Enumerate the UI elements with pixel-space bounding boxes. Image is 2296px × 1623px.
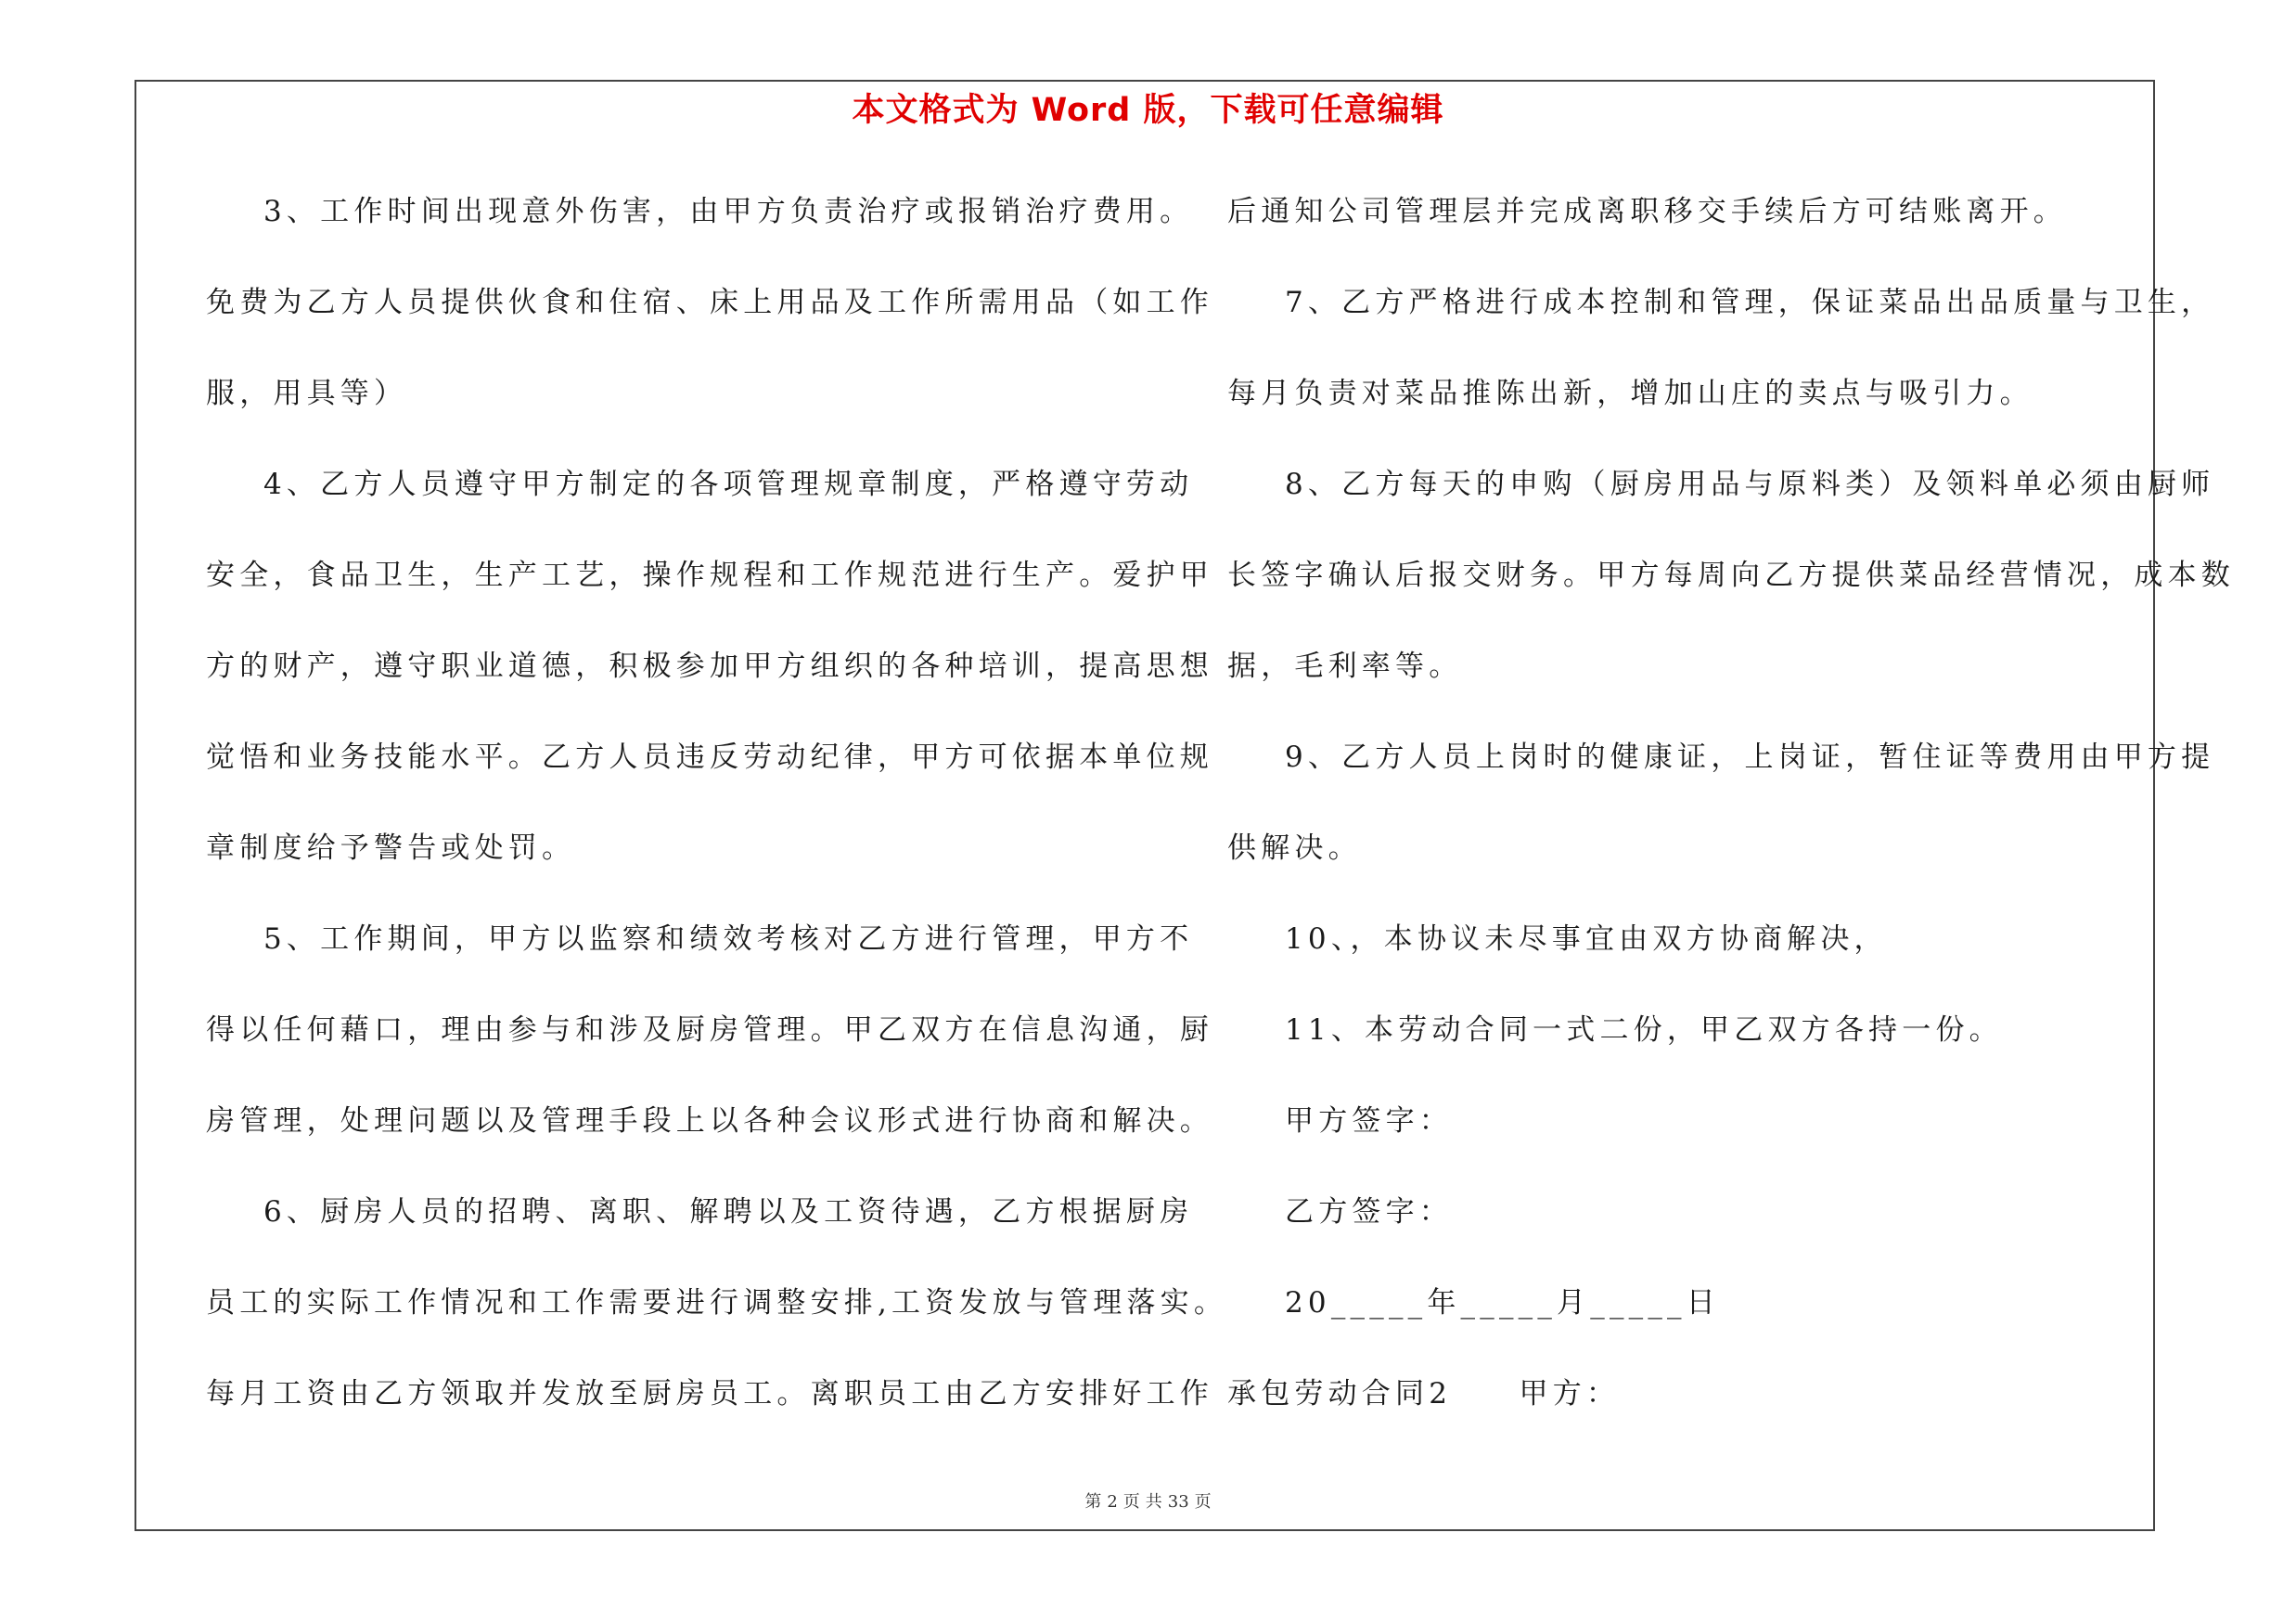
right-line-10: 11、本劳动合同一式二份，甲乙双方各持一份。 [1285,1013,2003,1047]
right-line-9: 10、，本协议未尽事宜由双方协商解决， [1285,922,1888,956]
right-line-11: 甲方签字： [1285,1104,1453,1138]
left-line-13: 员工的实际工作情况和工作需要进行调整安排,工资发放与管理落实。 [206,1286,1228,1320]
document-banner: 本文格式为 Word 版，下载可任意编辑 [852,92,1444,129]
left-line-12: 6、厨房人员的招聘、离职、解聘以及工资待遇，乙方根据厨房 [263,1195,1194,1229]
left-line-3: 服，用具等） [206,377,408,410]
right-line-6: 据，毛利率等。 [1227,650,1463,683]
right-line-3: 每月负责对菜品推陈出新，增加山庄的卖点与吸引力。 [1227,377,2033,410]
left-line-14: 每月工资由乙方领取并发放至厨房员工。离职员工由乙方安排好工作 [206,1377,1213,1410]
right-text-column [1227,184,2235,1457]
right-line-7: 9、乙方人员上岗时的健康证，上岗证，暂住证等费用由甲方提 [1285,741,2215,774]
footer-page-word: 页 [1122,1492,1140,1512]
right-line-5: 长签字确认后报交财务。甲方每周向乙方提供菜品经营情况，成本数 [1227,559,2235,592]
footer-current-page: 2 [1107,1492,1118,1512]
left-line-11: 房管理，处理问题以及管理手段上以各种会议形式进行协商和解决。 [206,1104,1213,1138]
left-text-column [206,184,1228,1457]
right-line-12: 乙方签字： [1285,1195,1453,1229]
left-line-8: 章制度给予警告或处罚。 [206,831,576,865]
footer-total-pages: 33 [1167,1492,1189,1512]
left-line-9: 5、工作期间，甲方以监察和绩效考核对乙方进行管理，甲方不 [263,922,1194,956]
left-line-6: 方的财产，遵守职业道德，积极参加甲方组织的各种培训，提高思想 [206,650,1213,683]
left-line-10: 得以任何藉口，理由参与和涉及厨房管理。甲乙双方在信息沟通，厨 [206,1013,1213,1047]
footer-total-word: 共 [1145,1492,1162,1512]
left-line-5: 安全，食品卫生，生产工艺，操作规程和工作规范进行生产。爱护甲 [206,559,1213,592]
right-line-14: 承包劳动合同2 甲方： [1227,1377,1621,1410]
page-footer [0,1491,2296,1514]
left-line-4: 4、乙方人员遵守甲方制定的各项管理规章制度，严格遵守劳动 [263,468,1194,501]
left-line-1: 3、工作时间出现意外伤害，由甲方负责治疗或报销治疗费用。 [263,195,1194,228]
footer-prefix: 第 [1084,1492,1102,1512]
footer-suffix: 页 [1194,1492,1212,1512]
right-line-13: 20_____年_____月_____日 [1285,1286,1720,1320]
right-line-4: 8、乙方每天的申购（厨房用品与原料类）及领料单必须由厨师 [1285,468,2215,501]
right-line-2: 7、乙方严格进行成本控制和管理，保证菜品出品质量与卫生， [1285,286,2215,319]
left-line-2: 免费为乙方人员提供伙食和住宿、床上用品及工作所需用品（如工作 [206,286,1213,319]
left-line-7: 觉悟和业务技能水平。乙方人员违反劳动纪律，甲方可依据本单位规 [206,741,1213,774]
right-line-8: 供解决。 [1227,831,1362,865]
right-line-1: 后通知公司管理层并完成离职移交手续后方可结账离开。 [1227,195,2067,228]
